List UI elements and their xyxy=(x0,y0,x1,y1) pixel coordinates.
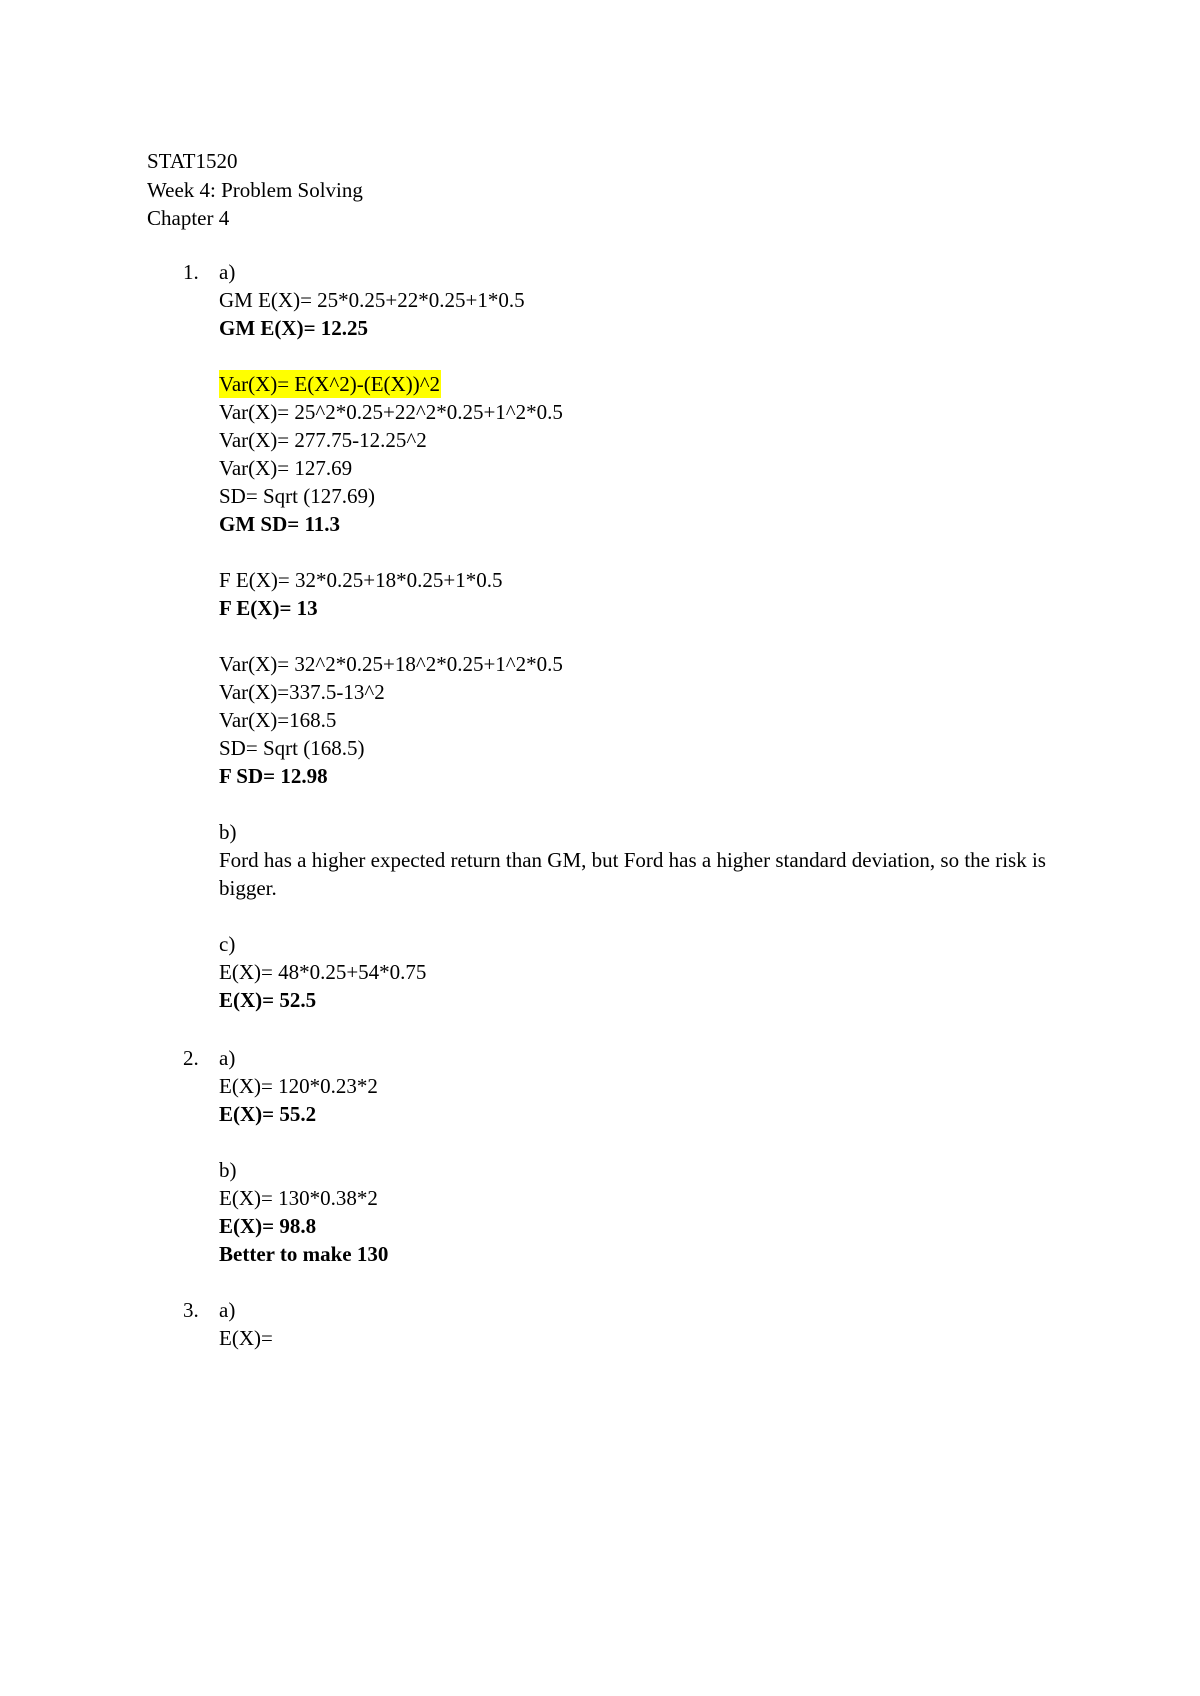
chapter-title: Chapter 4 xyxy=(147,206,230,230)
result-line: E(X)= 55.2 xyxy=(219,1102,317,1126)
spacer xyxy=(219,1128,1079,1156)
problem-number: 2. xyxy=(183,1046,199,1070)
result-line: GM E(X)= 12.25 xyxy=(219,316,369,340)
result-line: F E(X)= 13 xyxy=(219,596,318,620)
result-line: GM SD= 11.3 xyxy=(219,512,341,536)
calc-line: Var(X)= 127.69 xyxy=(219,456,353,480)
course-code: STAT1520 xyxy=(147,149,238,173)
spacer xyxy=(219,538,1079,566)
highlighted-formula: Var(X)= E(X^2)-(E(X))^2 xyxy=(219,372,441,396)
calc-line: Var(X)= 277.75-12.25^2 xyxy=(219,428,427,452)
result-line: E(X)= 98.8 xyxy=(219,1214,317,1238)
conclusion-line: Better to make 130 xyxy=(219,1242,389,1266)
week-title: Week 4: Problem Solving xyxy=(147,177,363,202)
calc-line: SD= Sqrt (168.5) xyxy=(219,736,365,760)
problem-number: 1. xyxy=(183,260,199,284)
problem-content xyxy=(219,1296,1079,1352)
part-label: a) xyxy=(219,1298,236,1322)
part-label: a) xyxy=(219,1046,236,1070)
calc-line: E(X)= xyxy=(219,1326,273,1350)
calc-line: Var(X)= 32^2*0.25+18^2*0.25+1^2*0.5 xyxy=(219,652,563,676)
part-label: a) xyxy=(219,260,236,284)
formula-line xyxy=(219,370,1079,398)
result-line: E(X)= 52.5 xyxy=(219,988,317,1012)
spacer xyxy=(219,902,1079,930)
part-label: c) xyxy=(219,932,236,956)
problem-content xyxy=(219,1044,1079,1268)
answer-paragraph: Ford has a higher expected return than GM, but Ford has a higher standard deviation, so the risk is bigger. xyxy=(219,848,1046,900)
calc-line: Var(X)=337.5-13^2 xyxy=(219,680,385,704)
spacer xyxy=(219,342,1079,370)
problem-number: 3. xyxy=(183,1298,199,1322)
calc-line: E(X)= 48*0.25+54*0.75 xyxy=(219,960,427,984)
part-label: b) xyxy=(219,1158,237,1182)
calc-line: Var(X)= 25^2*0.25+22^2*0.25+1^2*0.5 xyxy=(219,400,563,424)
calc-line: SD= Sqrt (127.69) xyxy=(219,484,375,508)
spacer xyxy=(219,790,1079,818)
calc-line: E(X)= 120*0.23*2 xyxy=(219,1074,378,1098)
calc-line: Var(X)=168.5 xyxy=(219,708,337,732)
part-label: b) xyxy=(219,820,237,844)
calc-line: F E(X)= 32*0.25+18*0.25+1*0.5 xyxy=(219,568,503,592)
document-header xyxy=(147,147,363,233)
result-line: F SD= 12.98 xyxy=(219,764,328,788)
problem-content xyxy=(219,258,1079,1014)
spacer xyxy=(219,622,1079,650)
calc-line: GM E(X)= 25*0.25+22*0.25+1*0.5 xyxy=(219,288,525,312)
calc-line: E(X)= 130*0.38*2 xyxy=(219,1186,378,1210)
